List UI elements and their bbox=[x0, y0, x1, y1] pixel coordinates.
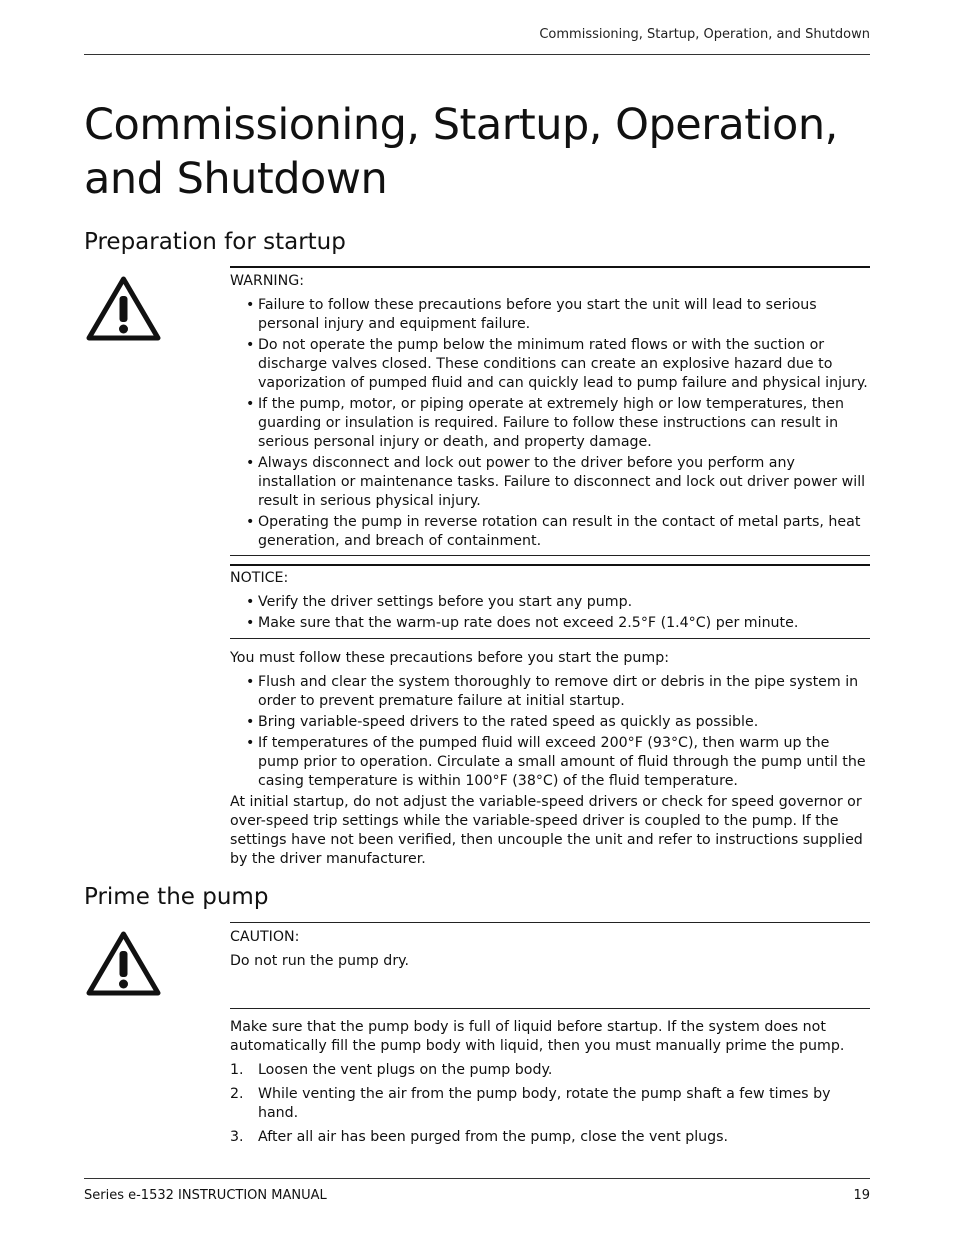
footer-manual-title: Series e-1532 INSTRUCTION MANUAL bbox=[84, 1188, 327, 1203]
list-item: • If temperatures of the pumped fluid will exceed 200°F (93°C), then warm up the pump prior to operation. Circulate a small amount of fluid through the pump until the casing temperature is within 100°F (38°C) of the fluid temperature. bbox=[230, 734, 870, 791]
list-item: • Do not operate the pump below the minimum rated flows or with the suction or discharge valves closed. These conditions can create an explosive hazard due to vaporization of pumped fluid and can quickly lead to pump failure and physical injury. bbox=[230, 336, 870, 393]
page-title-line-2: and Shutdown bbox=[84, 154, 388, 204]
warning-bottom-rule bbox=[230, 555, 870, 556]
list-item: • Operating the pump in reverse rotation can result in the contact of metal parts, heat generation, and breach of containment. bbox=[230, 513, 870, 551]
step-number: 3. bbox=[230, 1129, 244, 1145]
step-text: While venting the air from the pump body, rotate the pump shaft a few times by hand. bbox=[258, 1086, 831, 1121]
startup-paragraph: At initial startup, do not adjust the variable-speed drivers or check for speed governor or over-speed trip settings while the variable-speed driver is coupled to the pump. If the settings have not been verified, then uncouple the unit and refer to instructions supplied by the driver manufacturer. bbox=[230, 794, 863, 867]
notice-list bbox=[230, 593, 870, 633]
warning-triangle-icon bbox=[85, 929, 162, 997]
warning-top-rule bbox=[230, 266, 870, 268]
notice-top-rule bbox=[230, 564, 870, 566]
caution-block bbox=[230, 928, 870, 971]
notice-block bbox=[230, 569, 870, 635]
caution-bottom-rule bbox=[230, 1008, 870, 1009]
warning-triangle-icon bbox=[85, 274, 162, 342]
caution-top-rule bbox=[230, 922, 870, 923]
step-item bbox=[230, 1061, 870, 1080]
prime-intro: Make sure that the pump body is full of liquid before startup. If the system does not automatically fill the pump body with liquid, then you must manually prime the pump. bbox=[230, 1019, 845, 1054]
section-heading-prime: Prime the pump bbox=[84, 884, 269, 910]
page-title-line-1: Commissioning, Startup, Operation, bbox=[84, 100, 838, 150]
step-number: 1. bbox=[230, 1062, 244, 1078]
warning-block bbox=[230, 272, 870, 553]
list-item: • Always disconnect and lock out power to the driver before you perform any installation or maintenance tasks. Failure to disconnect and lock out driver power will result in serious physical injury. bbox=[230, 454, 870, 511]
list-item: • Make sure that the warm-up rate does not exceed 2.5°F (1.4°C) per minute. bbox=[230, 614, 870, 633]
caution-label: CAUTION: bbox=[230, 929, 300, 945]
list-item: • Flush and clear the system thoroughly to remove dirt or debris in the pipe system in order to prevent premature failure at initial startup. bbox=[230, 673, 870, 711]
footer-divider bbox=[84, 1178, 870, 1179]
list-item: • Failure to follow these precautions before you start the unit will lead to serious personal injury and equipment failure. bbox=[230, 296, 870, 334]
step-item bbox=[230, 1085, 870, 1123]
step-text: After all air has been purged from the pump, close the vent plugs. bbox=[258, 1129, 729, 1145]
step-number: 2. bbox=[230, 1086, 244, 1102]
warning-label: WARNING: bbox=[230, 273, 304, 289]
prime-block bbox=[230, 1018, 870, 1152]
precautions-block bbox=[230, 649, 870, 869]
list-item: • Verify the driver settings before you start any pump. bbox=[230, 593, 870, 612]
prime-steps bbox=[230, 1061, 870, 1147]
page-number: 19 bbox=[853, 1188, 870, 1203]
list-item: • If the pump, motor, or piping operate at extremely high or low temperatures, then guarding or insulation is required. Failure to follow these instructions can result in serious personal injury or death, and property damage. bbox=[230, 395, 870, 452]
header-divider bbox=[84, 54, 870, 55]
step-item bbox=[230, 1128, 870, 1147]
page-title bbox=[84, 98, 884, 206]
notice-label: NOTICE: bbox=[230, 570, 289, 586]
warning-list bbox=[230, 296, 870, 551]
list-item: • Bring variable-speed drivers to the rated speed as quickly as possible. bbox=[230, 713, 870, 732]
caution-text: Do not run the pump dry. bbox=[230, 953, 410, 969]
section-heading-preparation: Preparation for startup bbox=[84, 229, 346, 255]
precautions-list bbox=[230, 673, 870, 791]
step-text: Loosen the vent plugs on the pump body. bbox=[258, 1062, 553, 1078]
notice-bottom-rule bbox=[230, 638, 870, 639]
running-header: Commissioning, Startup, Operation, and Shutdown bbox=[539, 27, 870, 42]
precautions-intro: You must follow these precautions before you start the pump: bbox=[230, 650, 670, 666]
